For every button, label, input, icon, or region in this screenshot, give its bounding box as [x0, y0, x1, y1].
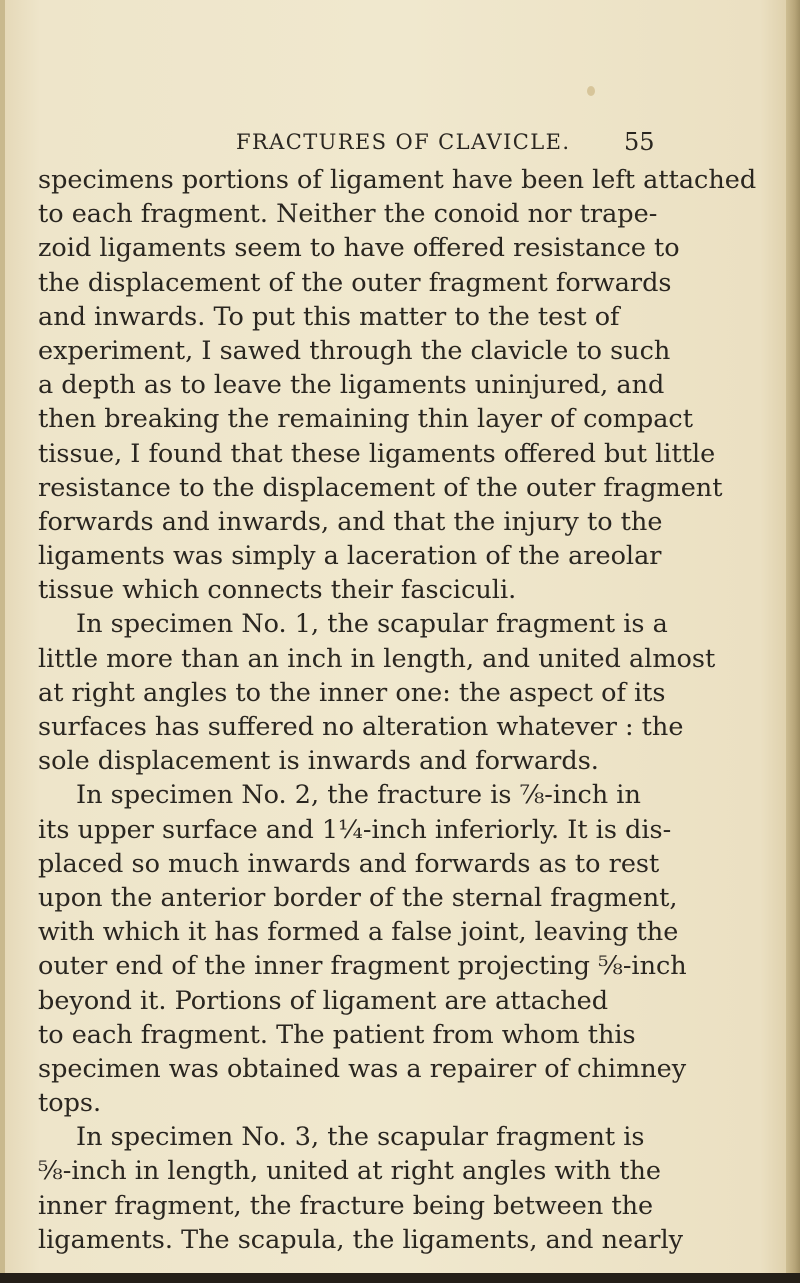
text-line: its upper surface and 1¼-inch inferiorly. It is dis- [38, 814, 672, 845]
text-line: to each fragment. The patient from whom this [38, 1019, 636, 1050]
paper-blemish [587, 86, 595, 96]
text-line: sole displacement is inwards and forwards. [38, 746, 599, 777]
text-line: zoid ligaments seem to have offered resistance to [38, 233, 680, 264]
text-line: tissue which connects their fasciculi. [38, 575, 517, 606]
text-line: a depth as to leave the ligaments uninjured, and [38, 370, 665, 401]
text-line: In specimen No. 1, the scapular fragment is a [76, 609, 668, 640]
text-line: little more than an inch in length, and united almost [38, 643, 716, 674]
page-bottom-edge [0, 1273, 800, 1283]
text-line: surfaces has suffered no alteration whatever : the [38, 712, 684, 742]
text-line: ligaments was simply a laceration of the areolar [38, 541, 662, 572]
text-line: resistance to the displacement of the outer fragment [38, 472, 723, 503]
text-line: tops. [38, 1088, 102, 1119]
text-line: at right angles to the inner one: the aspect of its [38, 677, 666, 708]
body-text [38, 163, 788, 1257]
text-line: tissue, I found that these ligaments offered but little [38, 438, 716, 469]
text-line: forwards and inwards, and that the injury to the [38, 506, 663, 537]
text-line: to each fragment. Neither the conoid nor trape- [38, 199, 658, 230]
text-line: inner fragment, the fracture being between the [38, 1190, 654, 1221]
text-line: then breaking the remaining thin layer of compact [38, 404, 693, 435]
text-line: beyond it. Portions of ligament are attached [38, 985, 609, 1016]
text-line: specimens portions of ligament have been left attached [38, 165, 757, 195]
page-right-edge [786, 0, 800, 1283]
text-line: with which it has formed a false joint, leaving the [38, 917, 679, 948]
text-line: specimen was obtained was a repairer of chimney [38, 1053, 687, 1084]
text-line: In specimen No. 3, the scapular fragment is [76, 1122, 645, 1153]
text-line: upon the anterior border of the sternal fragment, [38, 882, 678, 913]
text-line: placed so much inwards and forwards as to rest [38, 848, 660, 879]
text-line: ligaments. The scapula, the ligaments, and nearly [38, 1224, 684, 1255]
text-line: ⅝-inch in length, united at right angles with the [38, 1156, 661, 1187]
text-line: the displacement of the outer fragment forwards [38, 267, 672, 298]
text-line: outer end of the inner fragment projecting ⅝-inch [38, 951, 687, 982]
page-number: 55 [624, 128, 655, 156]
running-head-title: FRACTURES OF CLAVICLE. [236, 130, 571, 154]
text-line: experiment, I sawed through the clavicle to such [38, 335, 671, 366]
running-head [0, 130, 800, 166]
page-left-edge [0, 0, 5, 1283]
text-line: In specimen No. 2, the fracture is ⅞-inch in [76, 780, 641, 811]
text-line: and inwards. To put this matter to the test of [38, 301, 620, 332]
